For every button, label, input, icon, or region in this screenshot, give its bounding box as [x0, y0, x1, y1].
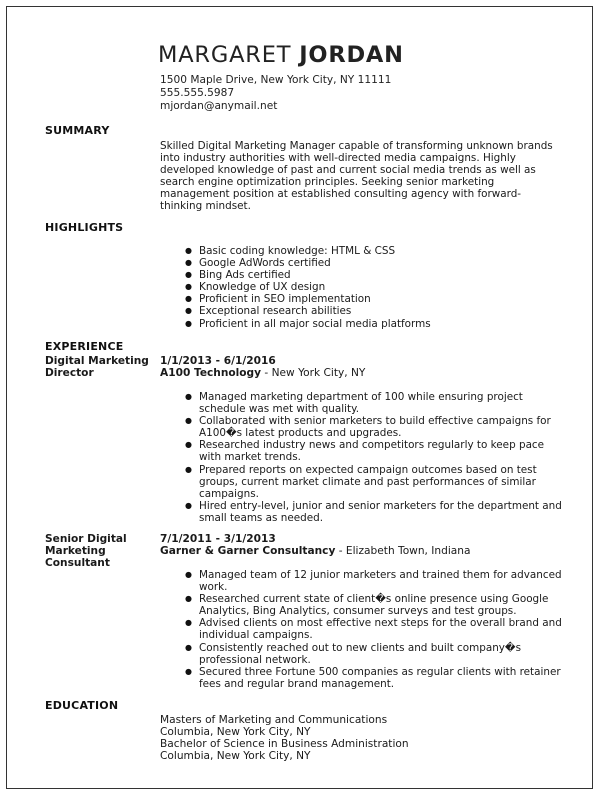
- highlights-list: [185, 245, 565, 330]
- candidate-name: [158, 42, 404, 68]
- job-dates: 1/1/2013 - 6/1/2016: [160, 355, 276, 367]
- summary-heading: SUMMARY: [45, 124, 110, 137]
- company-name: A100 Technology: [160, 367, 262, 379]
- job-employer: [160, 545, 471, 557]
- first-name: MARGARET: [158, 42, 292, 68]
- job-bullet: ● Prepared reports on expected campaign outcomes based on test groups, current market climate and past performances of similar campaigns.: [185, 464, 565, 500]
- job-bullet: ● Researched industry news and competitors regularly to keep pace with market trends.: [185, 439, 565, 463]
- highlight-item: ● Bing Ads certified: [185, 269, 565, 281]
- education-line: Columbia, New York City, NY: [160, 750, 311, 762]
- job-dates: 7/1/2011 - 3/1/2013: [160, 533, 276, 545]
- education-line: Columbia, New York City, NY: [160, 726, 311, 738]
- phone: 555.555.5987: [160, 87, 235, 99]
- highlight-item: ● Exceptional research abilities: [185, 305, 565, 317]
- highlight-item: ● Google AdWords certified: [185, 257, 565, 269]
- highlight-item: ● Proficient in SEO implementation: [185, 293, 565, 305]
- job-title: Senior Digital Marketing Consultant: [45, 533, 127, 570]
- education-line: Bachelor of Science in Business Administration: [160, 738, 409, 750]
- highlight-item: ● Proficient in all major social media platforms: [185, 318, 565, 330]
- job-bullet: ● Consistently reached out to new clients and built company�s professional network.: [185, 642, 565, 666]
- job-employer: [160, 367, 365, 379]
- education-heading: EDUCATION: [45, 699, 119, 712]
- address: 1500 Maple Drive, New York City, NY 11111: [160, 74, 392, 86]
- job-bullet: ● Researched current state of client�s online presence using Google Analytics, Bing Analytics, consumer surveys and test groups.: [185, 593, 565, 617]
- job-bullet: ● Managed marketing department of 100 while ensuring project schedule was met with quality.: [185, 391, 565, 415]
- company-name: Garner & Garner Consultancy: [160, 545, 336, 557]
- job-bullet: ● Collaborated with senior marketers to build effective campaigns for A100�s latest products and upgrades.: [185, 415, 565, 439]
- summary-text: Skilled Digital Marketing Manager capable of transforming unknown brands into industry authorities with well-directed media campaigns. Highly developed knowledge of past and current social media trends as well as search engine optimization principles. Seeking senior marketing management position at established consulting agency with forward-thinking mindset.: [160, 140, 553, 213]
- job-title: Digital Marketing Director: [45, 355, 149, 380]
- job-bullet: ● Hired entry-level, junior and senior marketers for the department and small teams as needed.: [185, 500, 565, 524]
- education-line: Masters of Marketing and Communications: [160, 714, 388, 726]
- company-location: - New York City, NY: [261, 367, 366, 379]
- experience-heading: EXPERIENCE: [45, 340, 124, 353]
- highlight-item: ● Knowledge of UX design: [185, 281, 565, 293]
- company-location: - Elizabeth Town, Indiana: [335, 545, 471, 557]
- job-bullet: ● Managed team of 12 junior marketers and trained them for advanced work.: [185, 569, 565, 593]
- job-bullet: ● Secured three Fortune 500 companies as regular clients with retainer fees and regular brand management.: [185, 666, 565, 690]
- job-bullet: ● Advised clients on most effective next steps for the overall brand and individual campaigns.: [185, 617, 565, 641]
- job-bullets: [185, 569, 565, 690]
- highlight-item: ● Basic coding knowledge: HTML & CSS: [185, 245, 565, 257]
- email: mjordan@anymail.net: [160, 100, 278, 112]
- job-bullets: [185, 391, 565, 524]
- highlights-heading: HIGHLIGHTS: [45, 221, 124, 234]
- last-name: JORDAN: [299, 42, 404, 68]
